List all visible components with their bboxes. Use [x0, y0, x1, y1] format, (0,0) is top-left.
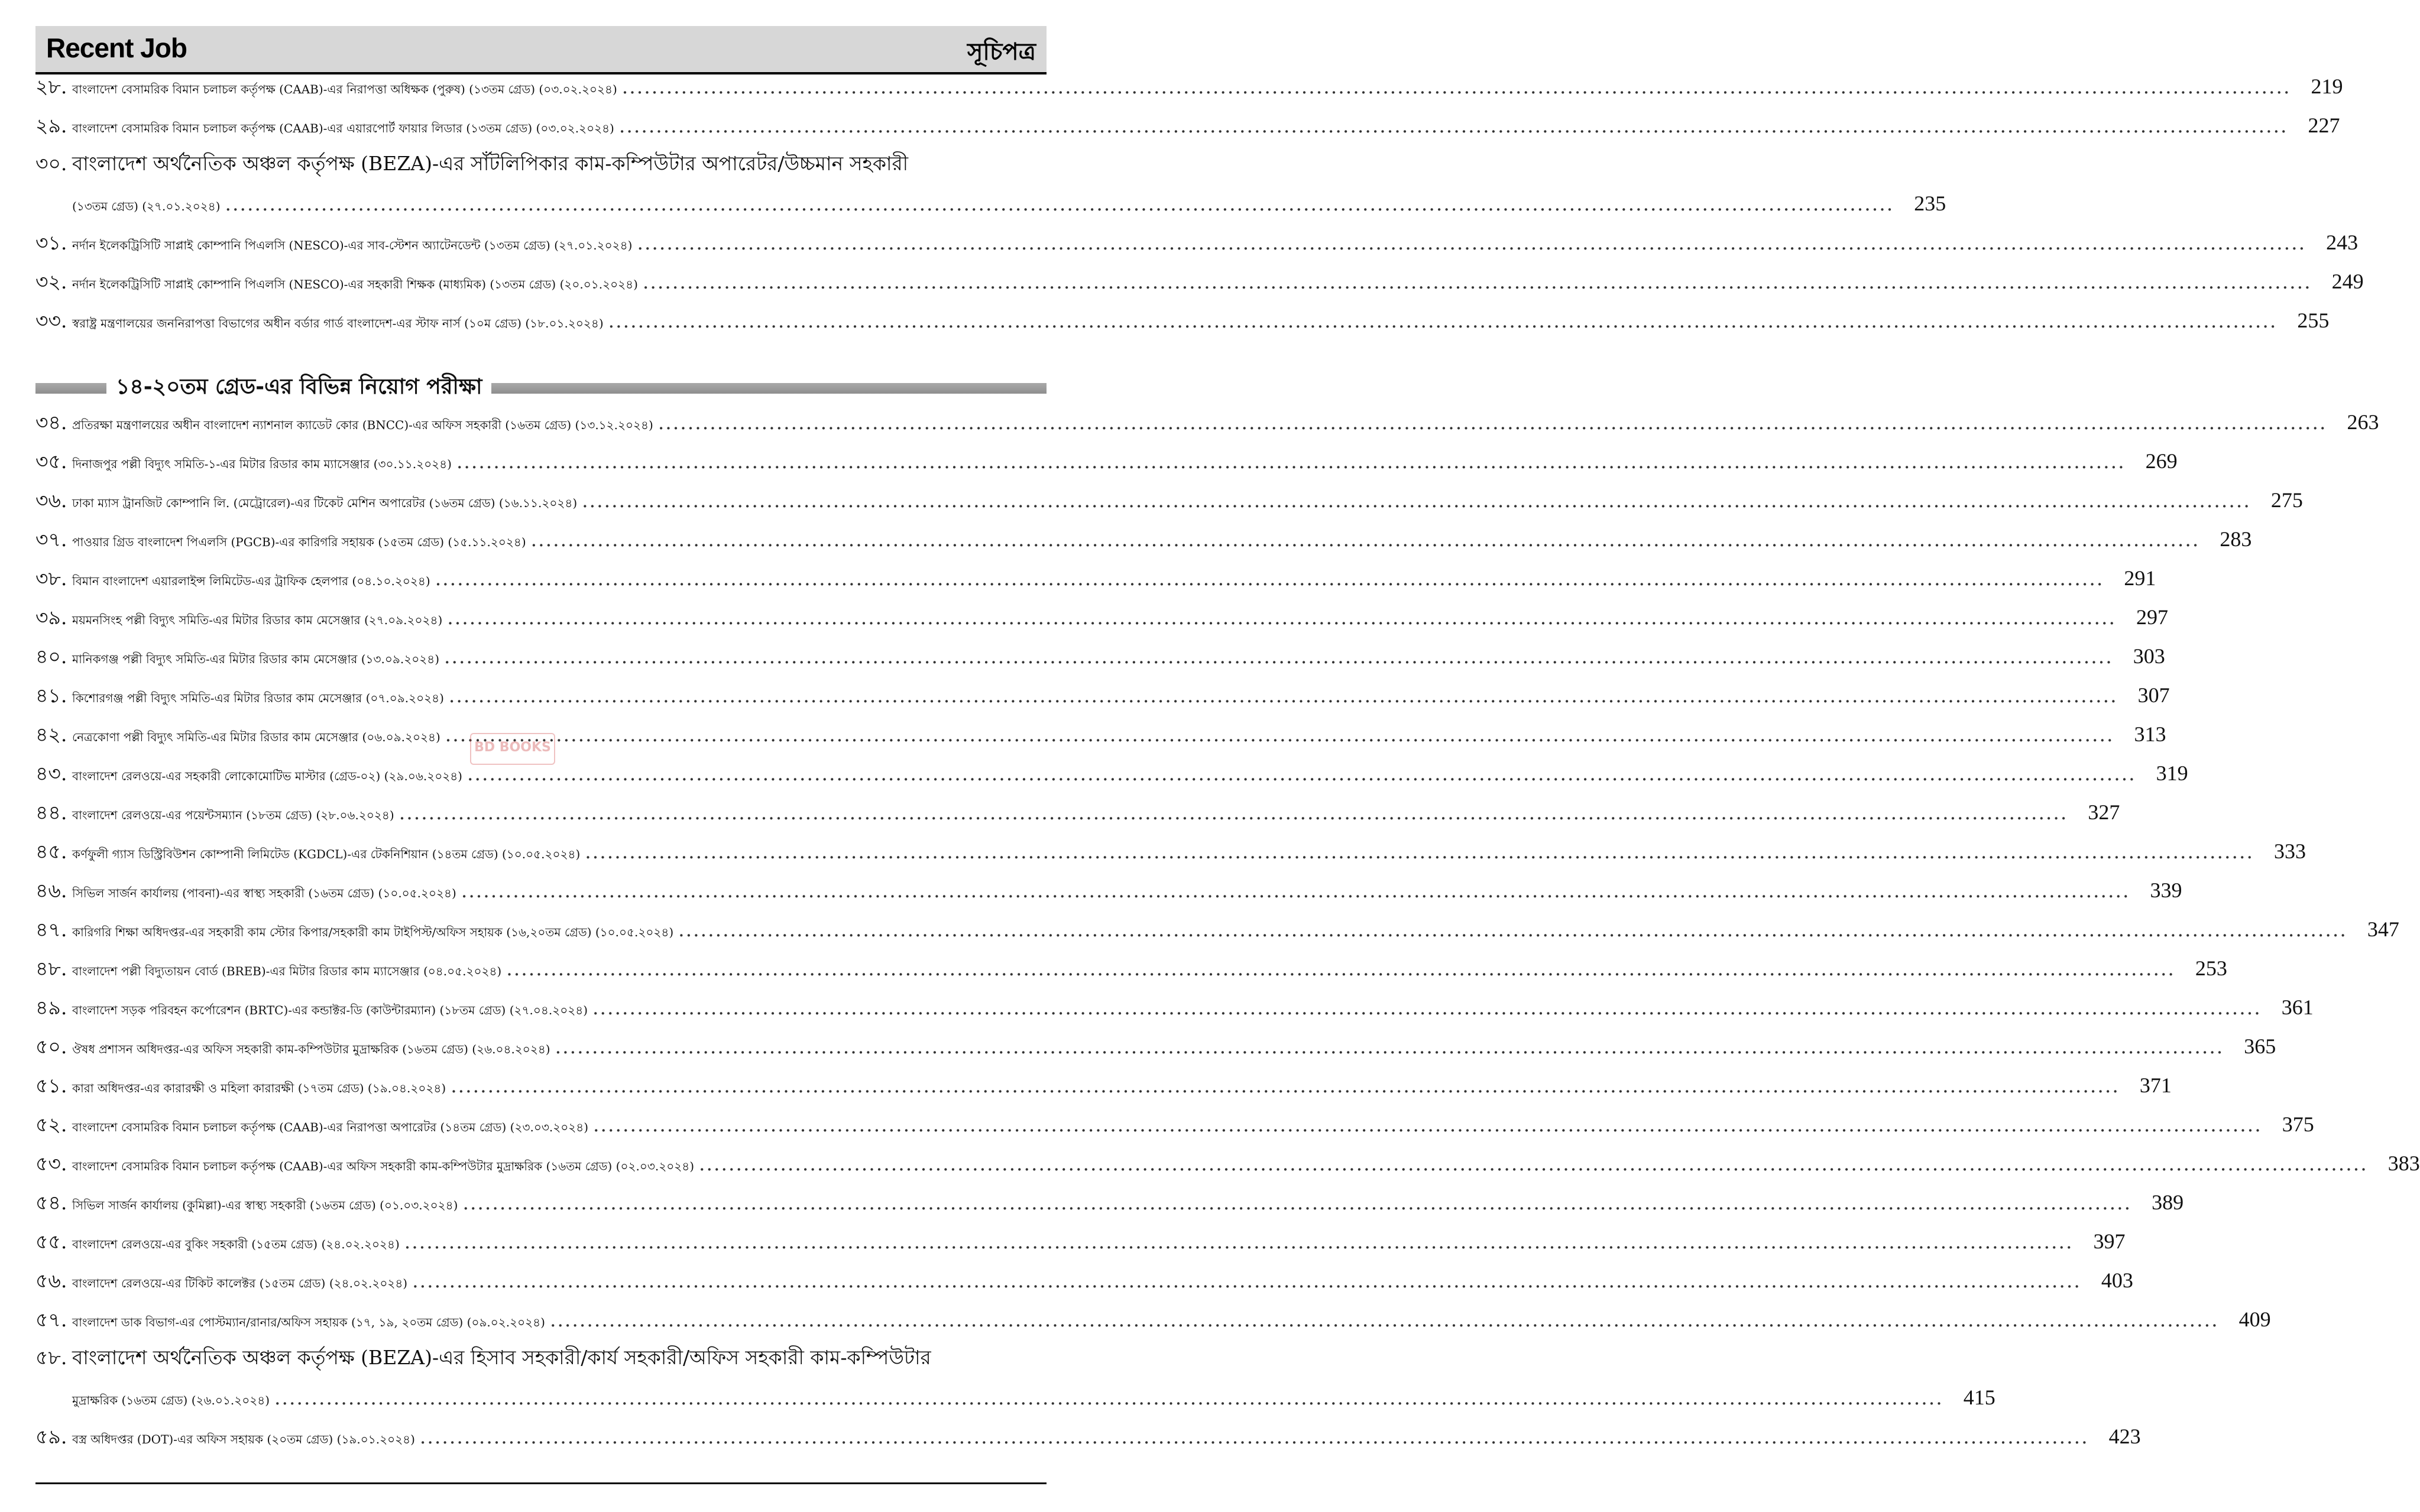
- entry-title: ময়মনসিংহ পল্লী বিদ্যুৎ সমিতি-এর মিটার রিডার কাম মেসেঞ্জার (২৭.০৯.২০২৪): [72, 613, 443, 627]
- entry-number: ৪৫.: [35, 840, 67, 863]
- entry-page-number: 269: [2145, 449, 2178, 473]
- entry-page-number: 297: [2136, 605, 2168, 629]
- entry-title-continued: মুদ্রাক্ষরিক (১৬তম গ্রেড) (২৬.০১.২০২৪): [72, 1393, 270, 1407]
- toc-list-bottom: [35, 410, 2420, 1465]
- entry-page-number: 253: [2195, 956, 2227, 980]
- toc-entry: [35, 839, 2306, 880]
- entry-number: ২৯.: [35, 114, 67, 137]
- leader-dots: [445, 725, 2114, 744]
- section-heading: [35, 371, 1047, 405]
- leader-dots: [225, 194, 1894, 213]
- toc-entry: [35, 761, 2188, 802]
- entry-title: বস্ত্র অধিদপ্তর (DOT)-এর অফিস সহায়ক (২০তম গ্রেড) (১৯.০১.২০২৪): [72, 1432, 415, 1446]
- bottom-rule: [35, 1482, 1047, 1484]
- toc-entry: [35, 449, 2178, 489]
- entry-number: ৫৬.: [35, 1269, 67, 1292]
- toc-entry: [35, 917, 2399, 958]
- leader-dots: [462, 1193, 2131, 1212]
- leader-dots: [592, 998, 2262, 1017]
- leader-dots: [585, 842, 2254, 861]
- leader-dots: [506, 959, 2175, 978]
- entry-page-number: 291: [2124, 566, 2156, 590]
- header-recent-job: Recent Job: [46, 33, 187, 63]
- entry-page-number: 333: [2273, 839, 2306, 863]
- entry-number: ৪৯.: [35, 996, 67, 1019]
- entry-number: ৪৩.: [35, 762, 67, 785]
- toc-entry: [35, 74, 2343, 115]
- toc-entry: [35, 1112, 2314, 1153]
- toc-entry: [35, 1190, 2184, 1231]
- leader-dots: [274, 1388, 1943, 1407]
- entry-number: ২৮.: [35, 75, 67, 98]
- entry-title: কিশোরগঞ্জ পল্লী বিদ্যুৎ সমিতি-এর মিটার রিডার কাম মেসেঞ্জার (০৭.০৯.২০২৪): [72, 691, 444, 705]
- entry-number: ৫২.: [35, 1113, 67, 1136]
- entry-number: ৫১.: [35, 1074, 67, 1097]
- entry-title: নর্দান ইলেকট্রিসিটি সাপ্লাই কোম্পানি পিএলসি (NESCO)-এর সাব-স্টেশন অ্যাটেনডেন্ট (১৩তম গ্রেড) (২৭.০১.২০২৪): [72, 238, 633, 252]
- toc-entry: [35, 1307, 2271, 1348]
- entry-page-number: 303: [2133, 644, 2165, 668]
- leader-dots: [643, 272, 2312, 291]
- entry-title: বাংলাদেশ বেসামরিক বিমান চলাচল কর্তৃপক্ষ (CAAB)-এর এয়ারপোর্ট ফায়ার লিডার (১৩তম গ্রেড) (০৩.০২.২০২৪): [72, 121, 614, 135]
- entry-page-number: 371: [2139, 1073, 2172, 1097]
- entry-number: ৩১.: [35, 231, 67, 254]
- leader-dots: [447, 608, 2116, 627]
- entry-page-number: 423: [2108, 1425, 2141, 1448]
- leader-dots: [678, 920, 2347, 939]
- entry-number: ৩৩.: [35, 309, 67, 332]
- entry-page-number: 255: [2297, 309, 2330, 332]
- entry-page-number: 307: [2137, 683, 2170, 707]
- entry-title: বাংলাদেশ রেলওয়ে-এর টিকিট কালেক্টর (১৫তম গ্রেড) (২৪.০২.২০২৪): [72, 1276, 408, 1290]
- entry-title: সিভিল সার্জন কার্যালয় (কুমিল্লা)-এর স্বাস্থ্য সহকারী (১৬তম গ্রেড) (০১.০৩.২০২৪): [72, 1198, 458, 1212]
- entry-page-number: 389: [2152, 1190, 2184, 1214]
- leader-dots: [619, 116, 2288, 135]
- toc-entry: [35, 605, 2168, 645]
- entry-number: ৪১.: [35, 684, 67, 707]
- entry-number: ৫৭.: [35, 1308, 67, 1331]
- section-title: ১৪-২০তম গ্রেড-এর বিভিন্ন নিয়োগ পরীক্ষা: [116, 375, 482, 399]
- entry-page-number: 263: [2347, 410, 2379, 434]
- entry-page-number: 275: [2270, 488, 2303, 512]
- entry-number: ৪৪.: [35, 801, 67, 824]
- toc-entry: [35, 644, 2165, 684]
- leader-dots: [637, 233, 2306, 252]
- entry-number: ৫৫.: [35, 1230, 67, 1253]
- entry-title: নর্দান ইলেকট্রিসিটি সাপ্লাই কোম্পানি পিএলসি (NESCO)-এর সহকারী শিক্ষক (মাধ্যমিক) (১৩তম গ্রেড) (২০.০১.২০২৪): [72, 277, 638, 291]
- entry-number: ৫৯.: [35, 1425, 67, 1448]
- entry-number: ৩২.: [35, 270, 67, 293]
- entry-page-number: 397: [2093, 1229, 2126, 1253]
- entry-title: বাংলাদেশ রেলওয়ে-এর সহকারী লোকোমোটিভ মাস্টার (গ্রেড-০২) (২৯.০৬.২০২৪): [72, 769, 462, 783]
- header-contents: সূচিপত্র: [967, 38, 1036, 66]
- section-bar-right: [491, 383, 1047, 394]
- entry-page-number: 219: [2311, 74, 2343, 98]
- entry-title: বাংলাদেশ অর্থনৈতিক অঞ্চল কর্তৃপক্ষ (BEZA)-এর সাঁটলিপিকার কাম-কম্পিউটার অপারেটর/উচ্চমান সহকারী: [72, 152, 909, 175]
- entry-title: দিনাজপুর পল্লী বিদ্যুৎ সমিতি-১-এর মিটার রিডার কাম ম্যাসেঞ্জার (৩০.১১.২০২৪): [72, 457, 452, 471]
- leader-dots: [399, 803, 2068, 822]
- watermark-logo: BD BOOKS: [470, 733, 555, 765]
- leader-dots: [608, 311, 2278, 330]
- toc-entry: [35, 231, 2359, 271]
- entry-title: নেত্রকোণা পল্লী বিদ্যুৎ সমিতি-এর মিটার রিডার কাম মেসেঞ্জার (০৬.০৯.২০২৪): [72, 730, 440, 744]
- entry-page-number: 403: [2101, 1268, 2133, 1292]
- entry-title: মানিকগঞ্জ পল্লী বিদ্যুৎ সমিতি-এর মিটার রিডার কাম মেসেঞ্জার (১৩.০৯.২০২৪): [72, 652, 440, 666]
- entry-number: ৩৯.: [35, 606, 67, 629]
- entry-title: বাংলাদেশ বেসামরিক বিমান চলাচল কর্তৃপক্ষ (CAAB)-এর নিরাপত্তা অপারেটর (১৪তম গ্রেড) (২৩.০৩.২০২৪): [72, 1120, 588, 1134]
- entry-title: পাওয়ার গ্রিড বাংলাদেশ পিএলসি (PGCB)-এর কারিগরি সহায়ক (১৫তম গ্রেড) (১৫.১১.২০২৪): [72, 535, 526, 549]
- entry-title: বাংলাদেশ ডাক বিভাগ-এর পোস্টম্যান/রানার/অফিস সহায়ক (১৭, ১৯, ২০তম গ্রেড) (০৯.০২.২০২৪): [72, 1315, 545, 1329]
- toc-entry: [35, 1425, 2141, 1465]
- leader-dots: [420, 1427, 2089, 1446]
- entry-page-number: 361: [2281, 995, 2314, 1019]
- entry-title: কর্ণফুলী গ্যাস ডিস্ট্রিবিউশন কোম্পানী লিমিটেড (KGDCL)-এর টেকনিশিয়ান (১৪তম গ্রেড) (১০.০৫.২০২৪): [72, 847, 581, 861]
- toc-entry: [35, 309, 2330, 349]
- toc-entry: [35, 566, 2156, 606]
- toc-entry: [35, 1034, 2276, 1075]
- toc-entry: [35, 488, 2303, 528]
- leader-dots: [467, 764, 2136, 783]
- toc-entry: [35, 410, 2379, 450]
- entry-number: ৪০.: [35, 645, 67, 668]
- toc-entry: [35, 152, 1946, 232]
- entry-page-number: 227: [2308, 113, 2340, 137]
- toc-entry: [35, 1073, 2172, 1114]
- entry-title: বাংলাদেশ রেলওয়ে-এর বুকিং সহকারী (১৫তম গ্রেড) (২৪.০২.২০২৪): [72, 1237, 400, 1251]
- entry-number: ৫৩.: [35, 1152, 67, 1175]
- entry-number: ৩৭.: [35, 528, 67, 551]
- toc-entry: [35, 800, 2120, 841]
- leader-dots: [555, 1037, 2224, 1056]
- entry-page-number: 243: [2326, 231, 2359, 254]
- entry-title: বাংলাদেশ অর্থনৈতিক অঞ্চল কর্তৃপক্ষ (BEZA)-এর হিসাব সহকারী/কার্য সহকারী/অফিস সহকারী কাম-কম্পিউটার: [72, 1346, 931, 1369]
- entry-page-number: 249: [2331, 270, 2364, 293]
- leader-dots: [435, 569, 2104, 588]
- entry-number: ৩৪.: [35, 411, 67, 434]
- toc-entry: [35, 270, 2364, 310]
- leader-dots: [582, 491, 2251, 510]
- entry-title: বিমান বাংলাদেশ এয়ারলাইন্স লিমিটেড-এর ট্রাফিক হেলপার (০৪.১০.২০২৪): [72, 574, 430, 588]
- entry-number: ৫০.: [35, 1035, 67, 1058]
- leader-dots: [699, 1154, 2368, 1173]
- leader-dots: [550, 1310, 2219, 1329]
- entry-title: বাংলাদেশ সড়ক পরিবহন কর্পোরেশন (BRTC)-এর কন্ডাক্টর-ডি (কাউন্টারম্যান) (১৮তম গ্রেড) (২৭.০৪.২০২৪): [72, 1003, 588, 1017]
- entry-number: ৫৮.: [35, 1346, 67, 1369]
- entry-title: প্রতিরক্ষা মন্ত্রণালয়ের অধীন বাংলাদেশ ন্যাশনাল ক্যাডেট কোর (BNCC)-এর অফিস সহকারী (১৬তম গ্রেড) (১৩.১২.২০২৪): [72, 418, 653, 432]
- toc-entry: [35, 995, 2314, 1036]
- leader-dots: [456, 452, 2126, 471]
- entry-page-number: 409: [2238, 1307, 2271, 1331]
- entry-number: ৩৬.: [35, 489, 67, 512]
- toc-entry: [35, 878, 2182, 919]
- toc-entry: [35, 1151, 2420, 1192]
- entry-page-number: 347: [2367, 917, 2399, 941]
- entry-page-number: 383: [2387, 1151, 2420, 1175]
- entry-title-continued: (১৩তম গ্রেড) (২৭.০১.২০২৪): [72, 199, 221, 213]
- entry-number: ৩৮.: [35, 567, 67, 590]
- toc-entry: [35, 1268, 2133, 1309]
- entry-number: ৪৬.: [35, 879, 67, 902]
- section-bar-left: [35, 383, 106, 394]
- entry-page-number: 319: [2156, 761, 2188, 785]
- leader-dots: [658, 413, 2327, 432]
- entry-title: বাংলাদেশ বেসামরিক বিমান চলাচল কর্তৃপক্ষ (CAAB)-এর অফিস সহকারী কাম-কম্পিউটার মুদ্রাক্ষরিক (১৬তম গ্রেড) (০২.০৩.২০২৪): [72, 1159, 694, 1173]
- entry-page-number: 313: [2134, 722, 2166, 746]
- entry-title: সিভিল সার্জন কার্যালয় (পাবনা)-এর স্বাস্থ্য সহকারী (১৬তম গ্রেড) (১০.০৫.২০২৪): [72, 886, 456, 900]
- page-header: [35, 26, 1047, 74]
- entry-number: ৫৪.: [35, 1191, 67, 1214]
- entry-page-number: 339: [2150, 878, 2182, 902]
- leader-dots: [622, 77, 2291, 96]
- leader-dots: [412, 1271, 2081, 1290]
- entry-number: ৩৫.: [35, 450, 67, 473]
- leader-dots: [404, 1232, 2074, 1251]
- leader-dots: [444, 647, 2113, 666]
- entry-title: ঢাকা ম্যাস ট্রানজিট কোম্পানি লি. (মেট্রোরেল)-এর টিকেট মেশিন অপারেটর (১৬তম গ্রেড) (১৬.১১.২০২৪): [72, 496, 578, 510]
- entry-page-number: 283: [2220, 527, 2252, 551]
- leader-dots: [449, 686, 2118, 705]
- leader-dots: [531, 530, 2200, 549]
- entry-page-number: 415: [1963, 1386, 1995, 1409]
- entry-title: স্বরাষ্ট্র মন্ত্রণালয়ের জননিরাপত্তা বিভাগের অধীন বর্ডার গার্ড বাংলাদেশ-এর স্টাফ নার্স (১০ম গ্রেড) (১৮.০১.২০২৪): [72, 316, 604, 330]
- toc-entry: [35, 1229, 2126, 1270]
- entry-page-number: 375: [2282, 1112, 2314, 1136]
- toc-list-top: [35, 74, 2364, 349]
- entry-title: ঔষধ প্রশাসন অধিদপ্তর-এর অফিস সহকারী কাম-কম্পিউটার মুদ্রাক্ষরিক (১৬তম গ্রেড) (২৬.০৪.২০২৪): [72, 1042, 550, 1056]
- entry-page-number: 365: [2244, 1034, 2276, 1058]
- leader-dots: [461, 881, 2130, 900]
- toc-entry: [35, 1346, 1995, 1426]
- entry-title: কারিগরি শিক্ষা অধিদপ্তর-এর সহকারী কাম স্টোর কিপার/সহকারী কাম টাইপিস্ট/অফিস সহায়ক (১৬,২০তম গ্রেড) (১০.০৫.২০২৪): [72, 925, 674, 939]
- toc-entry: [35, 113, 2340, 154]
- entry-page-number: 235: [1914, 192, 1946, 215]
- entry-title: বাংলাদেশ রেলওয়ে-এর পয়েন্টসম্যান (১৮তম গ্রেড) (২৮.০৬.২০২৪): [72, 808, 394, 822]
- entry-number: ৪৮.: [35, 957, 67, 980]
- entry-number: ৩০.: [35, 152, 67, 175]
- entry-number: ৪৭.: [35, 918, 67, 941]
- toc-entry: [35, 527, 2252, 567]
- entry-page-number: 327: [2088, 800, 2120, 824]
- toc-entry: [35, 956, 2227, 997]
- toc-entry: [35, 683, 2170, 723]
- leader-dots: [593, 1115, 2262, 1134]
- entry-title: বাংলাদেশ পল্লী বিদ্যুতায়ন বোর্ড (BREB)-এর মিটার রিডার কাম ম্যাসেঞ্জার (০৪.০৫.২০২৪): [72, 964, 502, 978]
- leader-dots: [451, 1076, 2120, 1095]
- entry-number: ৪২.: [35, 723, 67, 746]
- entry-title: কারা অধিদপ্তর-এর কারারক্ষী ও মহিলা কারারক্ষী (১৭তম গ্রেড) (১৯.০৪.২০২৪): [72, 1081, 446, 1095]
- entry-title: বাংলাদেশ বেসামরিক বিমান চলাচল কর্তৃপক্ষ (CAAB)-এর নিরাপত্তা অধিক্ষক (পুরুষ) (১৩তম গ্রেড) (০৩.০২.২০২৪): [72, 82, 617, 96]
